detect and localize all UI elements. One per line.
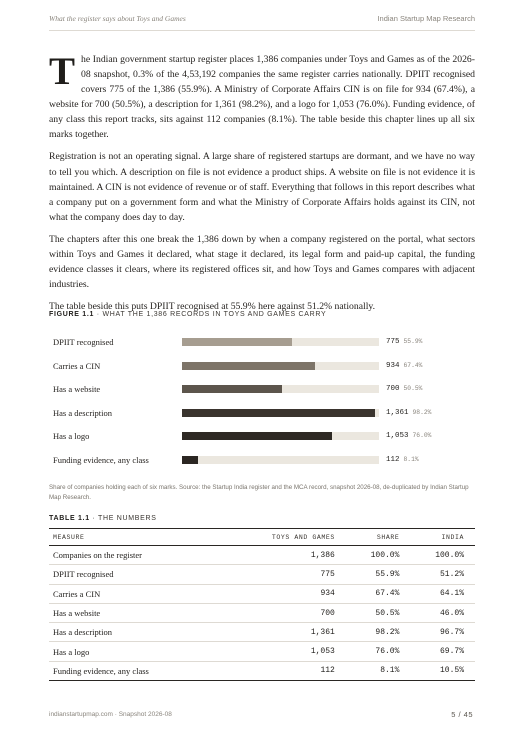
total-pages: 45 [463, 710, 473, 719]
bar [182, 338, 292, 346]
figure-source-note: Share of companies holding each of six marks. Source: the Startup India register and the MCA record, snapshot 2026-08, de-duplicated by Indian Startup Map Research. [49, 484, 469, 501]
bar-value-label [386, 337, 422, 347]
paragraph-intro-text: he Indian government startup register places 1,386 companies under Toys and Games as of the 2026-08 snapshot, 0.3% of the 4,53,192 companies the same register carries nationally. DPIIT recognised covers 775 of the 1,386 (55.9%). A Ministry of Corporate Affairs CIN is on file for 934 (67.4%), a website for 700 (50.5%), a description for 1,361 (98.2%), and a logo for 1,053 (76.0%). Funding evidence, of any class this report tracks, sits against 112 companies (8.1%). The table beside this chapter lines up all six marks together. [49, 54, 475, 141]
cell-share: 8.1% [339, 661, 404, 680]
page-separator: / [458, 710, 462, 719]
bar-percent-label: 8.1% [403, 456, 419, 463]
cell-share: 50.5% [339, 603, 404, 622]
bar-percent-label: 55.9% [403, 338, 423, 345]
page-number [451, 710, 473, 719]
cell-india: 69.7% [403, 642, 475, 661]
bar-percent-label: 50.5% [403, 385, 423, 393]
cell-count: 934 [239, 584, 339, 603]
bar-label: Funding evidence, any class [53, 455, 149, 465]
bar [182, 456, 198, 464]
bar-label: DPIIT recognised [53, 337, 114, 347]
bar-track [182, 456, 379, 464]
table-label: TABLE 1.1 [49, 515, 90, 522]
running-header [49, 14, 475, 28]
bar [182, 362, 315, 370]
cell-count: 775 [239, 565, 339, 584]
column-header-measure: MEASURE [49, 529, 239, 546]
bar-label: Has a description [53, 407, 113, 418]
table-row [49, 661, 475, 680]
publication-name: Indian Startup Map Research [377, 14, 475, 23]
cell-measure: Companies on the register [49, 546, 239, 565]
bar-row [49, 337, 475, 347]
bar-row [49, 384, 475, 394]
cell-india: 96.7% [403, 623, 475, 642]
bar-label: Has a logo [53, 431, 90, 442]
cell-count: 1,361 [239, 623, 339, 642]
bar-track [182, 338, 379, 346]
table-row [49, 642, 475, 661]
bar-row [49, 431, 475, 441]
table-caption [49, 515, 157, 522]
table-row [49, 623, 475, 642]
bar-label: Has a website [53, 384, 101, 395]
bar-percent-label: 67.4% [403, 361, 423, 369]
cell-count: 112 [239, 661, 339, 680]
cell-india: 10.5% [403, 661, 475, 680]
bar-count-label: 775 [386, 338, 400, 346]
bar-percent-label: 76.0% [412, 432, 432, 440]
bar-count-label: 934 [386, 361, 400, 370]
footer-source: indianstartupmap.com · Snapshot 2026-08 [49, 711, 172, 718]
bar-count-label: 700 [386, 385, 400, 394]
cell-count: 700 [239, 603, 339, 622]
cell-share: 55.9% [339, 565, 404, 584]
cell-india: 51.2% [403, 565, 475, 584]
cell-measure: Funding evidence, any class [49, 661, 239, 680]
column-header-toys-and-games: TOYS AND GAMES [239, 529, 339, 546]
cell-share: 98.2% [339, 623, 404, 642]
table-row [49, 584, 475, 603]
bar-percent-label: 98.2% [412, 408, 432, 416]
bar [182, 385, 282, 393]
bar-track [182, 362, 379, 370]
cell-share: 67.4% [339, 584, 404, 603]
bar-row [49, 455, 475, 465]
bar-row [49, 408, 475, 418]
cell-share: 100.0% [339, 546, 404, 565]
bar-value-label [386, 455, 419, 465]
table-row [49, 565, 475, 584]
cell-measure: Has a description [49, 623, 239, 642]
bar-count-label: 1,361 [386, 408, 409, 417]
bar-count-label: 1,053 [386, 432, 409, 441]
cell-count: 1,053 [239, 642, 339, 661]
cell-share: 76.0% [339, 642, 404, 661]
bar [182, 409, 375, 417]
bar-value-label [386, 431, 431, 441]
numbers-table [49, 528, 475, 681]
bar [182, 432, 332, 440]
column-header-india: INDIA [403, 529, 475, 546]
figure-caption [49, 311, 326, 318]
cell-india: 100.0% [403, 546, 475, 565]
cell-india: 64.1% [403, 584, 475, 603]
bar-value-label [386, 408, 431, 418]
header-rule [49, 30, 475, 31]
cell-measure: Carries a CIN [49, 584, 239, 603]
table-row [49, 546, 475, 565]
bar-value-label [386, 361, 422, 371]
paragraph-intro [49, 52, 475, 143]
bar-track [182, 432, 379, 440]
drop-cap: T [49, 50, 76, 93]
figure-label: FIGURE 1.1 [49, 311, 95, 318]
bar-count-label: 112 [386, 456, 400, 464]
column-header-share: SHARE [339, 529, 404, 546]
cell-measure: DPIIT recognised [49, 565, 239, 584]
figure-title: · WHAT THE 1,386 RECORDS IN TOYS AND GAMES CARRY [96, 311, 327, 318]
cell-count: 1,386 [239, 546, 339, 565]
bar-row [49, 361, 475, 371]
table-title: · THE NUMBERS [92, 515, 157, 522]
paragraph-outline: The chapters after this one break the 1,386 down by when a company registered on the portal, what sectors within Toys and Games it declared, what stage it declared, its legal form and paid-up capital, the funding evidence classes it clears, where its registered offices sit, and how Toys and Games compares with adjacent industries. [49, 233, 475, 291]
bar-track [182, 385, 379, 393]
chapter-body [49, 52, 475, 321]
cell-measure: Has a website [49, 603, 239, 622]
table-header-row [49, 529, 475, 546]
paragraph-comparison: The table beside this puts DPIIT recognised at 55.9% here against 51.2% nationally. [49, 301, 376, 313]
bar-label: Carries a CIN [53, 360, 101, 371]
bar-track [182, 409, 379, 417]
chapter-title: What the register says about Toys and Games [49, 14, 186, 23]
paragraph-caveat: Registration is not an operating signal. A large share of registered startups are dormant, and we have no way to tell you which. A description on file is not evidence a product ships. A website on file is not evidence it is maintained. A CIN is not evidence of revenue or of staff. Everything that follows in this report describes what a company put on a government form and what the Ministry of Corporate Affairs holds against its CIN, not what the company does day to day. [49, 151, 475, 223]
cell-measure: Has a logo [49, 642, 239, 661]
current-page: 5 [451, 710, 456, 719]
table-row [49, 603, 475, 622]
bar-value-label [386, 384, 422, 394]
cell-india: 46.0% [403, 603, 475, 622]
